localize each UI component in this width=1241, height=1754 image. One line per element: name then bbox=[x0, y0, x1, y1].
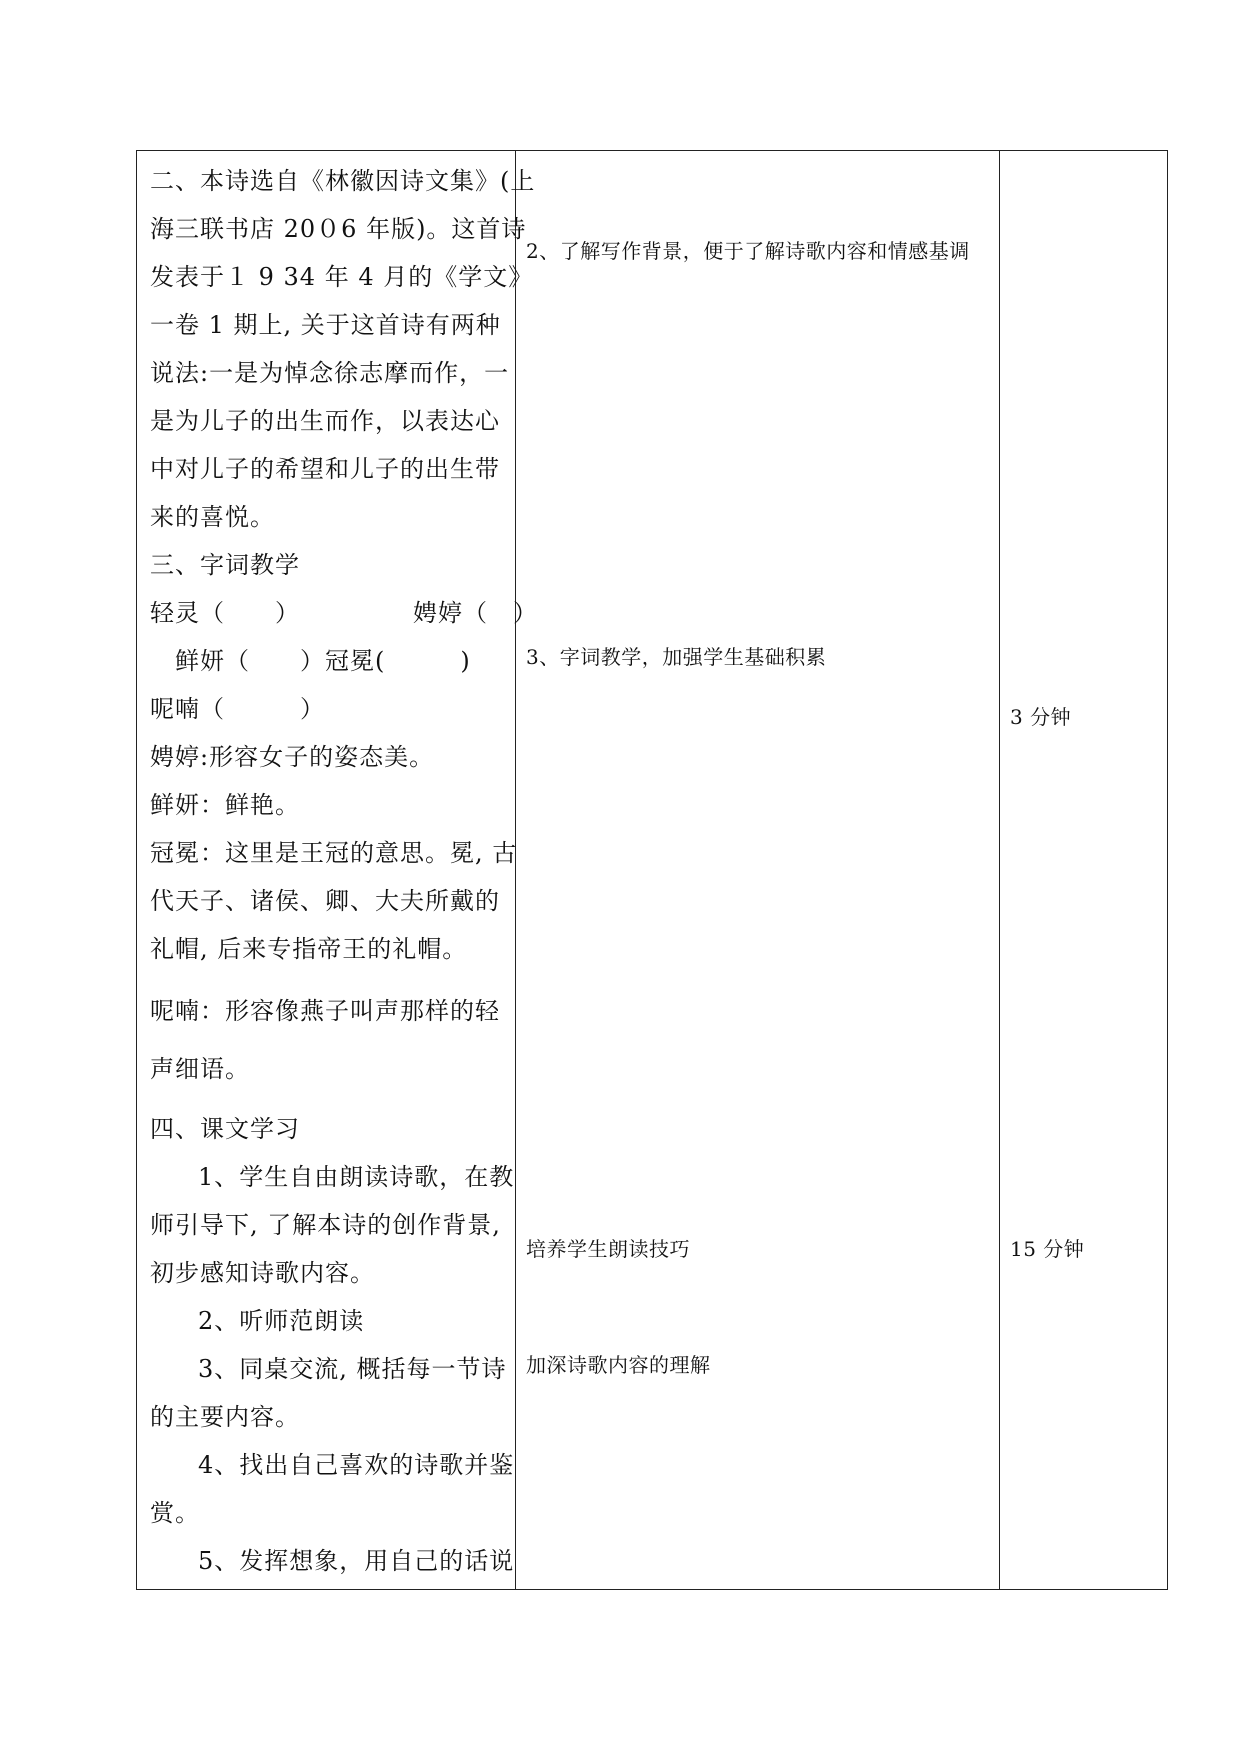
lesson-step: 3、同桌交流, 概括每一节诗 bbox=[198, 1355, 507, 1383]
content-line: 是为儿子的出生而作，以表达心 bbox=[150, 407, 500, 435]
vocab-definition: 冠冕：这里是王冠的意思。冕, 古 bbox=[150, 839, 518, 867]
content-line: 发表于１ 9 34 年 4 月的《学文》 bbox=[150, 263, 534, 291]
vocab-definition: 鲜妍：鲜艳。 bbox=[150, 791, 300, 819]
content-line: 海三联书店 20０6 年版)。这首诗 bbox=[150, 215, 527, 243]
intent-reading-skill: 培养学生朗读技巧 bbox=[526, 1237, 690, 1261]
intent-background: 2、了解写作背景，便于了解诗歌内容和情感基调 bbox=[526, 239, 970, 263]
intent-deepen-understanding: 加深诗歌内容的理解 bbox=[526, 1353, 711, 1377]
lesson-step: 赏。 bbox=[150, 1499, 200, 1527]
section-heading-vocabulary: 三、字词教学 bbox=[150, 551, 300, 579]
lesson-plan-table bbox=[136, 150, 1168, 1590]
lesson-step: 1、学生自由朗读诗歌，在教 bbox=[198, 1163, 515, 1191]
lesson-step: 初步感知诗歌内容。 bbox=[150, 1259, 375, 1287]
vocab-definition: 代天子、诸侯、卿、大夫所戴的 bbox=[150, 887, 500, 915]
vocab-blank-line: 鲜妍（ ）冠冕( ) bbox=[150, 647, 471, 675]
column-divider-left bbox=[515, 151, 516, 1589]
lesson-step: 5、发挥想象，用自己的话说 bbox=[198, 1547, 515, 1575]
vocab-definition: 呢喃：形容像燕子叫声那样的轻 bbox=[150, 997, 500, 1025]
content-line: 二、本诗选自《林徽因诗文集》(上 bbox=[150, 167, 536, 195]
content-line: 中对儿子的希望和儿子的出生带 bbox=[150, 455, 500, 483]
vocab-blank-line: 呢喃（ ） bbox=[150, 695, 325, 723]
intent-vocabulary: 3、字词教学，加强学生基础积累 bbox=[526, 645, 827, 669]
content-line: 说法:一是为悼念徐志摩而作，一 bbox=[150, 359, 510, 387]
lesson-step: 师引导下, 了解本诗的创作背景, bbox=[150, 1211, 501, 1239]
lesson-step: 的主要内容。 bbox=[150, 1403, 300, 1431]
vocab-blank-line: 轻灵（ ） 娉婷（ ） bbox=[150, 599, 538, 627]
content-line: 来的喜悦。 bbox=[150, 503, 275, 531]
vocab-definition: 礼帽, 后来专指帝王的礼帽。 bbox=[150, 935, 468, 963]
content-line: 一卷 1 期上, 关于这首诗有两种 bbox=[150, 311, 501, 339]
column-divider-right bbox=[999, 151, 1000, 1589]
time-3-minutes: 3 分钟 bbox=[1010, 705, 1072, 729]
section-heading-lesson-study: 四、课文学习 bbox=[150, 1115, 300, 1143]
lesson-step: 2、听师范朗读 bbox=[198, 1307, 365, 1335]
lesson-step: 4、找出自己喜欢的诗歌并鉴 bbox=[198, 1451, 515, 1479]
vocab-definition: 声细语。 bbox=[150, 1055, 250, 1083]
time-15-minutes: 15 分钟 bbox=[1010, 1237, 1085, 1261]
vocab-definition: 娉婷:形容女子的姿态美。 bbox=[150, 743, 435, 771]
